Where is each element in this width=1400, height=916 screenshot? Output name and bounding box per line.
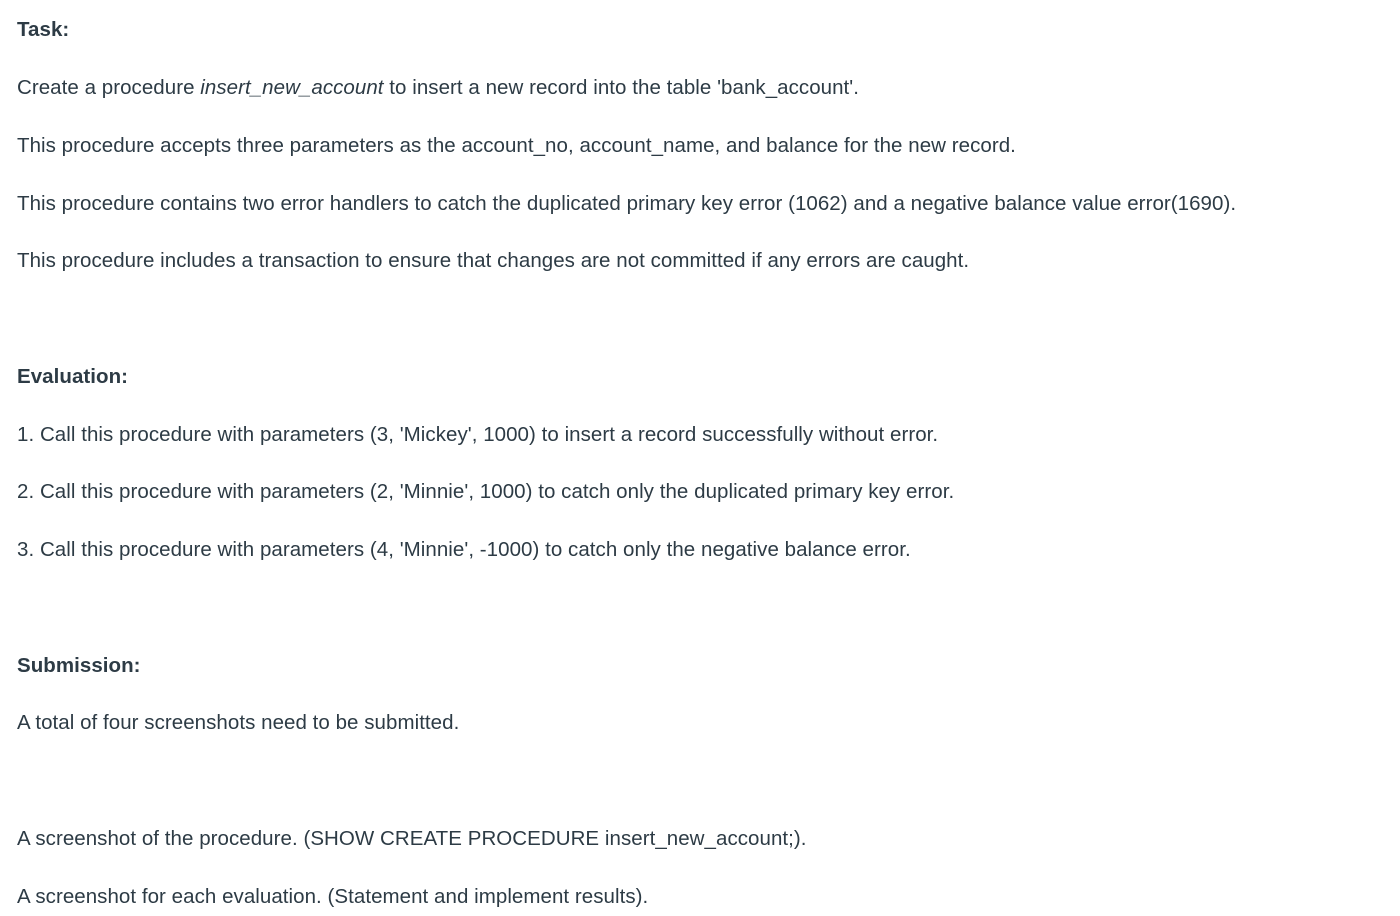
task-intro-suffix: to insert a new record into the table 'bank_account'. bbox=[383, 76, 860, 99]
submission-item: A screenshot of the procedure. (SHOW CREATE PROCEDURE insert_new_account;). bbox=[17, 827, 807, 850]
task-heading: Task: bbox=[17, 18, 70, 41]
submission-heading: Submission: bbox=[17, 654, 141, 677]
task-paragraph: This procedure accepts three parameters as the account_no, account_name, and balance for the new record. bbox=[17, 134, 1016, 157]
task-intro bbox=[17, 76, 859, 100]
task-intro-prefix: Create a procedure bbox=[17, 76, 201, 99]
evaluation-item: 2. Call this procedure with parameters (2, 'Minnie', 1000) to catch only the duplicated primary key error. bbox=[17, 480, 955, 503]
task-paragraph: This procedure includes a transaction to ensure that changes are not committed if any errors are caught. bbox=[17, 249, 970, 272]
task-paragraph: This procedure contains two error handlers to catch the duplicated primary key error (1062) and a negative balance value error(1690). bbox=[17, 192, 1237, 215]
evaluation-heading: Evaluation: bbox=[17, 365, 129, 388]
submission-item: A screenshot for each evaluation. (Statement and implement results). bbox=[17, 885, 649, 908]
evaluation-item: 3. Call this procedure with parameters (4, 'Minnie', -1000) to catch only the negative balance error. bbox=[17, 538, 911, 561]
submission-summary: A total of four screenshots need to be submitted. bbox=[17, 711, 460, 734]
procedure-name: insert_new_account bbox=[200, 76, 384, 99]
evaluation-item: 1. Call this procedure with parameters (3, 'Mickey', 1000) to insert a record successfully without error. bbox=[17, 423, 939, 446]
